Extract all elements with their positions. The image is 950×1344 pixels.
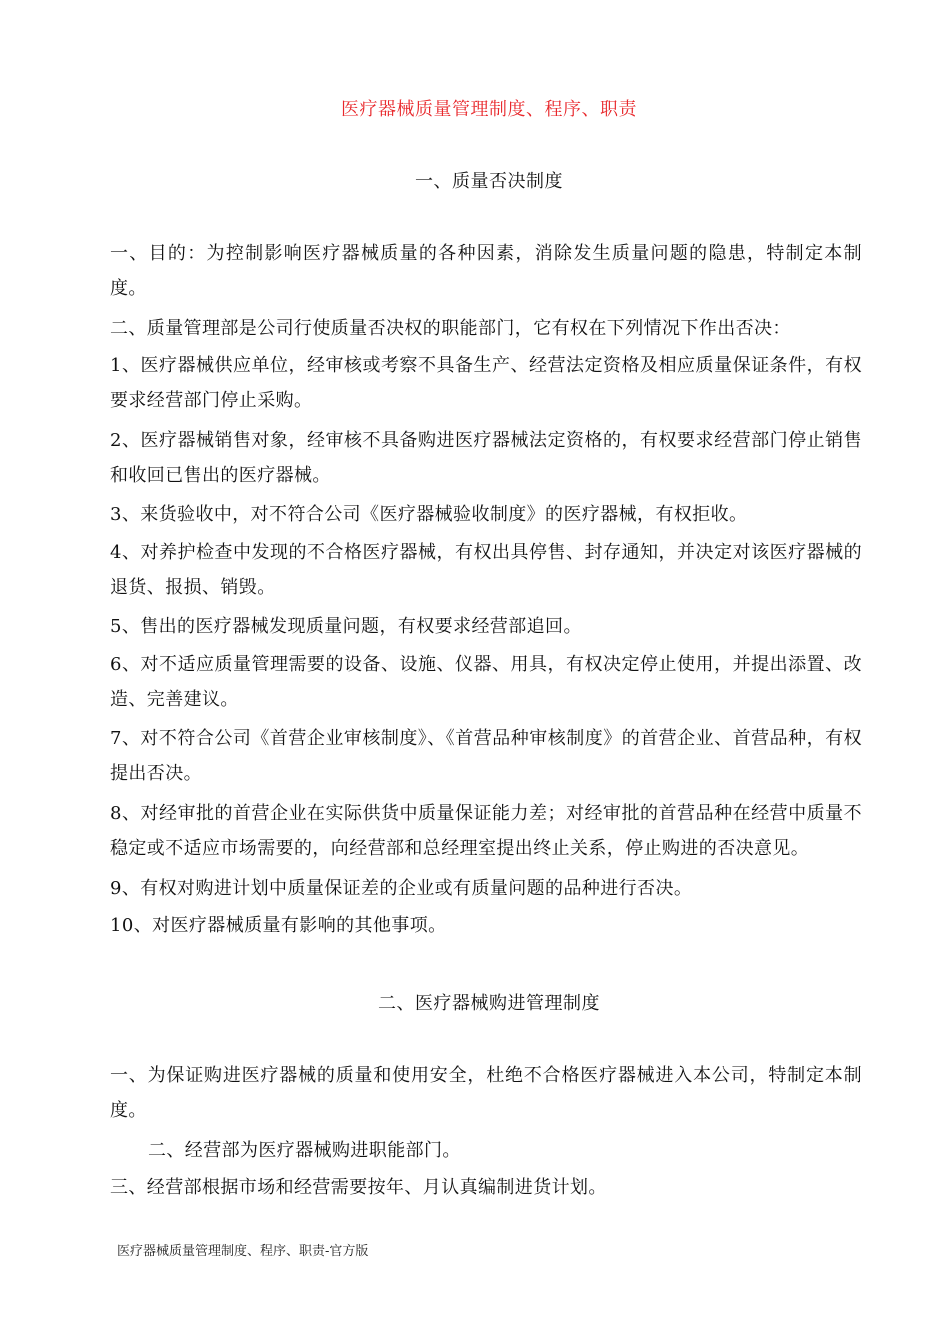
- paragraph: 一、为保证购进医疗器械的质量和使用安全，杜绝不合格医疗器械进入本公司，特制定本制度。: [110, 1065, 862, 1121]
- section-title-quality-veto: 一、质量否决制度: [415, 171, 563, 192]
- paragraph: 二、经营部为医疗器械购进职能部门。: [148, 1140, 461, 1161]
- paragraph: 1、医疗器械供应单位，经审核或考察不具备生产、经营法定资格及相应质量保证条件，有权要求经营部门停止采购。: [110, 355, 862, 411]
- paragraph: 5、售出的医疗器械发现质量问题，有权要求经营部追回。: [110, 616, 582, 637]
- paragraph: 3、来货验收中，对不符合公司《医疗器械验收制度》的医疗器械，有权拒收。: [110, 504, 748, 525]
- paragraph: 9、有权对购进计划中质量保证差的企业或有质量问题的品种进行否决。: [110, 878, 693, 899]
- paragraph: 三、经营部根据市场和经营需要按年、月认真编制进货计划。: [110, 1177, 607, 1198]
- paragraph: 2、医疗器械销售对象，经审核不具备购进医疗器械法定资格的，有权要求经营部门停止销售和收回已售出的医疗器械。: [110, 430, 862, 486]
- paragraph: 10、对医疗器械质量有影响的其他事项。: [110, 915, 447, 936]
- document-title: 医疗器械质量管理制度、程序、职责: [341, 99, 637, 120]
- paragraph: 二、质量管理部是公司行使质量否决权的职能部门，它有权在下列情况下作出否决：: [110, 318, 791, 339]
- paragraph: 6、对不适应质量管理需要的设备、设施、仪器、用具，有权决定停止使用，并提出添置、改造、完善建议。: [110, 654, 862, 710]
- page-footer: 医疗器械质量管理制度、程序、职责-官方版: [117, 1244, 369, 1259]
- section-title-purchase-management: 二、医疗器械购进管理制度: [378, 993, 600, 1014]
- paragraph: 4、对养护检查中发现的不合格医疗器械，有权出具停售、封存通知，并决定对该医疗器械的退货、报损、销毁。: [110, 542, 862, 598]
- paragraph: 7、对不符合公司《首营企业审核制度》、《首营品种审核制度》的首营企业、首营品种，有权提出否决。: [110, 728, 862, 784]
- paragraph: 一、目的：为控制影响医疗器械质量的各种因素，消除发生质量问题的隐患，特制定本制度。: [110, 243, 862, 299]
- paragraph: 8、对经审批的首营企业在实际供货中质量保证能力差；对经审批的首营品种在经营中质量不稳定或不适应市场需要的，向经营部和总经理室提出终止关系，停止购进的否决意见。: [110, 803, 862, 859]
